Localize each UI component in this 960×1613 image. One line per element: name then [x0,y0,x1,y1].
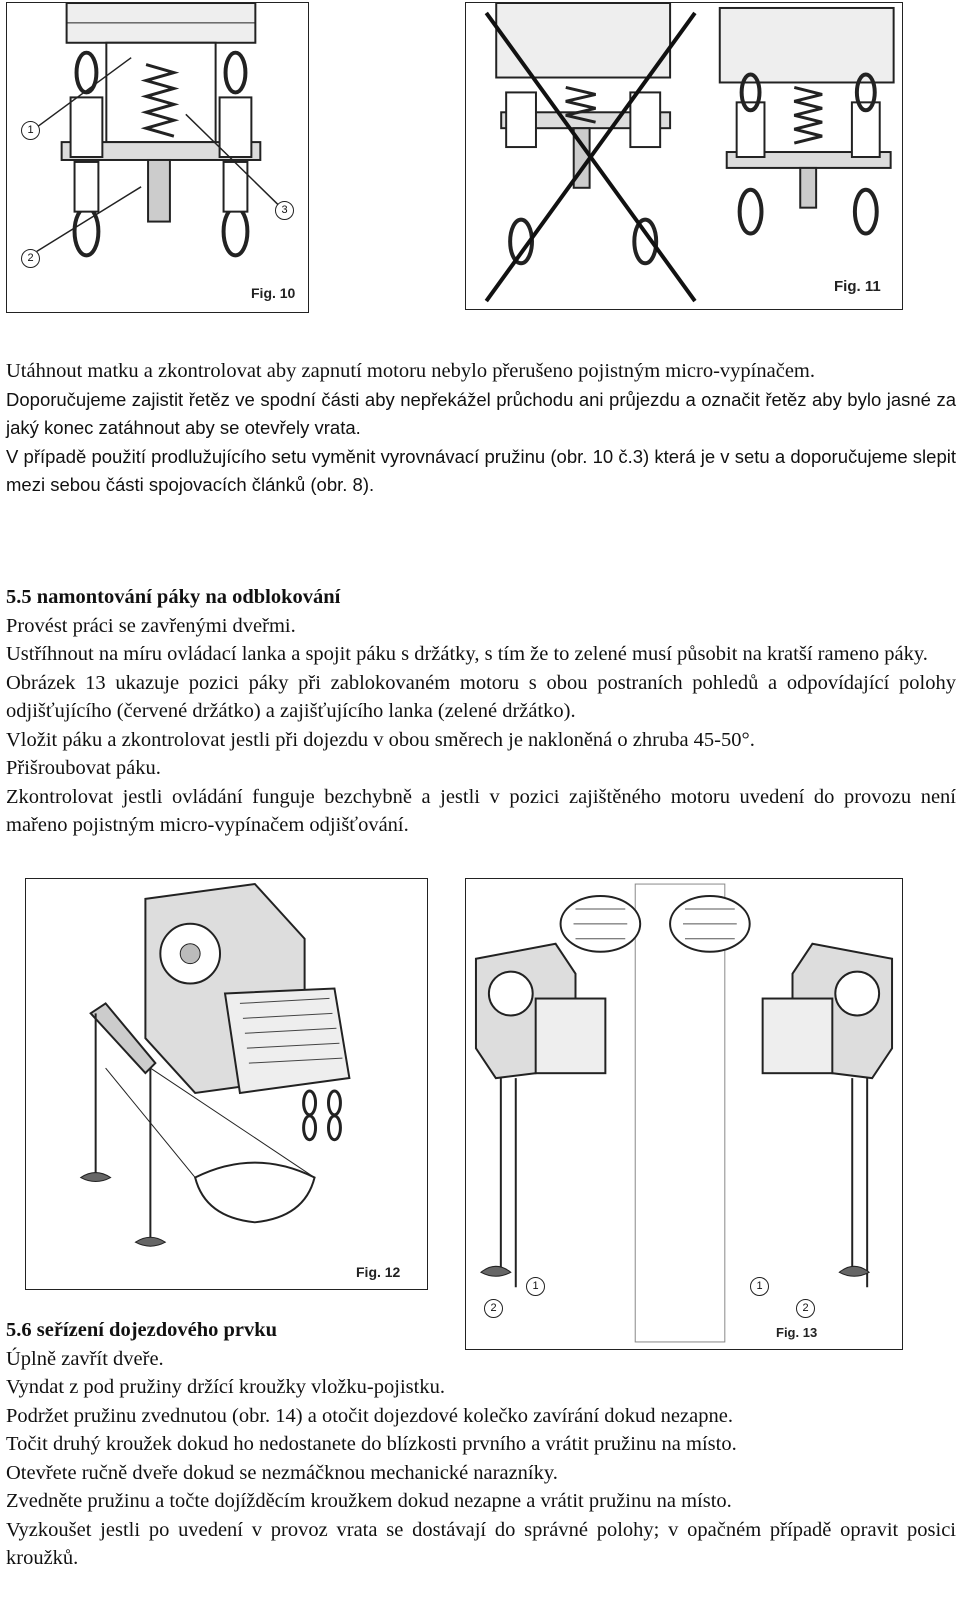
paragraph: Ustříhnout na míru ovládací lanka a spojit páku s držátky, s tím že to zelené musí působit na kratší rameno páky. [6,643,928,665]
figure-10 [6,2,309,313]
callout-2: 2 [21,249,40,268]
paragraph: Zvedněte pružinu a točte dojížděcím kroužkem dokud nezapne a vrátit pružinu na místo. [6,1490,732,1512]
callout-2: 2 [484,1299,503,1318]
callout-2: 2 [796,1299,815,1318]
paragraph: Vyndat z pod pružiny držící kroužky vložku-pojistku. [6,1376,445,1398]
paragraph: Doporučujeme zajistit řetěz ve spodní části aby nepřekážel průchodu ani průjezdu a označit řetěz aby bylo jasné za jaký konec zatáhnout aby se otevřely vrata. [6,388,956,438]
section-heading: 5.5 namontování páky na odblokování [6,586,341,608]
paragraph: Utáhnout matku a zkontrolovat aby zapnutí motoru nebylo přerušeno pojistným micro-vypínačem. [6,360,815,382]
paragraph: Přišroubovat páku. [6,757,161,779]
paragraph: Úplně zavřít dveře. [6,1347,164,1370]
instructions-top [6,357,956,500]
section-5-5 [6,583,956,840]
paragraph: Točit druhý kroužek dokud ho nedostanete do blízkosti prvního a vrátit pružinu na místo. [6,1433,737,1455]
paragraph: V případě použití prodlužujícího setu vyměnit vyrovnávací pružinu (obr. 10 č.3) která je v setu a doporučujeme slepit mezi sebou části spojovacích článků (obr. 8). [6,445,956,495]
figure-12 [25,878,428,1290]
paragraph: Obrázek 13 ukazuje pozici páky při zablokovaném motoru s obou postraních pohledů a odpovídající polohy odjišťujícího (červené držátko) a zajišťujícího lanka (zelené držátko). [6,671,956,722]
callout-1: 1 [750,1277,769,1296]
paragraph: Provést práci se zavřenými dveřmi. [6,614,296,637]
figure-13 [465,878,903,1350]
callout-3: 3 [275,201,294,220]
figure-label: Fig. 12 [356,1264,401,1280]
section-heading: 5.6 seřízení dojezdového prvku [6,1319,278,1341]
paragraph: Vložit páku a zkontrolovat jestli při dojezdu v obou směrech je nakloněná o zhruba 45-50°. [6,728,755,751]
motor-lever-drawing [26,879,427,1289]
figure-11 [465,2,903,310]
wrong-vs-correct-assembly-drawing [466,3,902,309]
paragraph: Otevřete ručně dveře dokud se nezmáčknou mechanické narazníky. [6,1461,558,1484]
paragraph: Zkontrolovat jestli ovládání funguje bezchybně a jestli v pozici zajištěného motoru uvedení do provozu není mařeno pojistným micro-vypínačem odjišťování. [6,785,956,836]
figure-label: Fig. 11 [834,278,881,295]
figure-label: Fig. 10 [251,285,296,301]
incorrect-assembly [486,3,695,301]
chain-spring-assembly-drawing [7,3,308,312]
callout-1: 1 [526,1277,545,1296]
section-5-6 [6,1316,956,1573]
paragraph: Vyzkoušet jestli po uvedení v provoz vrata se dostávají do správné polohy; v opačném případě opravit posici kroužků. [6,1518,956,1569]
paragraph: Podržet pružinu zvednutou (obr. 14) a otočit dojezdové kolečko zavírání dokud nezapne. [6,1404,733,1427]
figure-label: Fig. 13 [776,1325,818,1340]
correct-assembly [720,8,894,234]
callout-1: 1 [21,121,40,140]
